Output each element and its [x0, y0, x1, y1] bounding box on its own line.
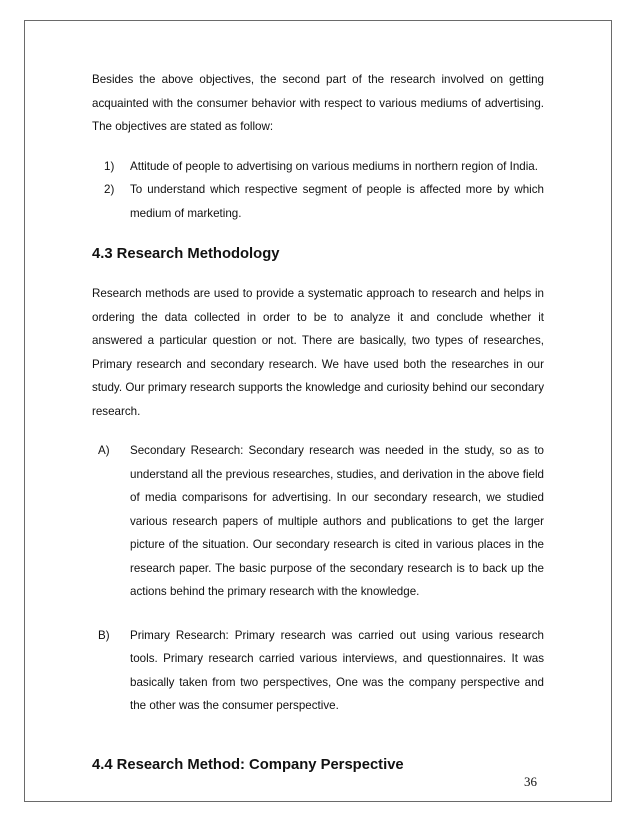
section-heading-4-3: 4.3 Research Methodology: [92, 246, 280, 262]
page-number: 36: [524, 774, 537, 789]
intro-paragraph: Besides the above objectives, the second part of the research involved on getting acquainted with the consumer behavior with respect to various mediums of advertising. The objectives are stated as follow:: [92, 73, 544, 133]
list-item: [92, 178, 544, 225]
list-marker: 2): [104, 183, 115, 196]
list-item: [92, 155, 544, 179]
list-marker: 1): [104, 159, 115, 173]
list-item-text: Secondary Research: Secondary research was needed in the study, so as to understand all the previous researches, studies, and derivation in the above field of media comparisons for advertising. In our secondary research, we studied various research papers of multiple authors and publications to get the larger picture of the situation. Our secondary research is cited in various places in the research paper. The basic purpose of the secondary research is to back up the actions behind the primary research with the knowledge.: [130, 444, 544, 598]
list-item-text: To understand which respective segment of people is affected more by which medium of marketing.: [130, 183, 544, 220]
research-types-list: [92, 439, 544, 718]
methodology-paragraph: Research methods are used to provide a systematic approach to research and helps in ordering the data collected in order to be to analyze it and conclude whether it answered a particular question or not. There are basically, two types of researches, Primary research and secondary research. We have used both the researches in our study. Our primary research supports the knowledge and curiosity behind our secondary research.: [92, 287, 544, 418]
objectives-list: [92, 155, 544, 226]
page-content: [92, 68, 544, 774]
list-marker: A): [98, 444, 110, 457]
list-item: [92, 439, 544, 604]
list-item: [92, 624, 544, 718]
section-heading-4-4: 4.4 Research Method: Company Perspective: [92, 756, 404, 773]
list-marker: B): [98, 628, 110, 642]
list-item-text: Attitude of people to advertising on various mediums in northern region of India.: [130, 159, 538, 173]
list-item-text: Primary Research: Primary research was carried out using various research tools. Primary research carried various interviews, and questionnaires. It was basically taken from two perspectives, One was the company perspective and the other was the consumer perspective.: [130, 628, 544, 712]
